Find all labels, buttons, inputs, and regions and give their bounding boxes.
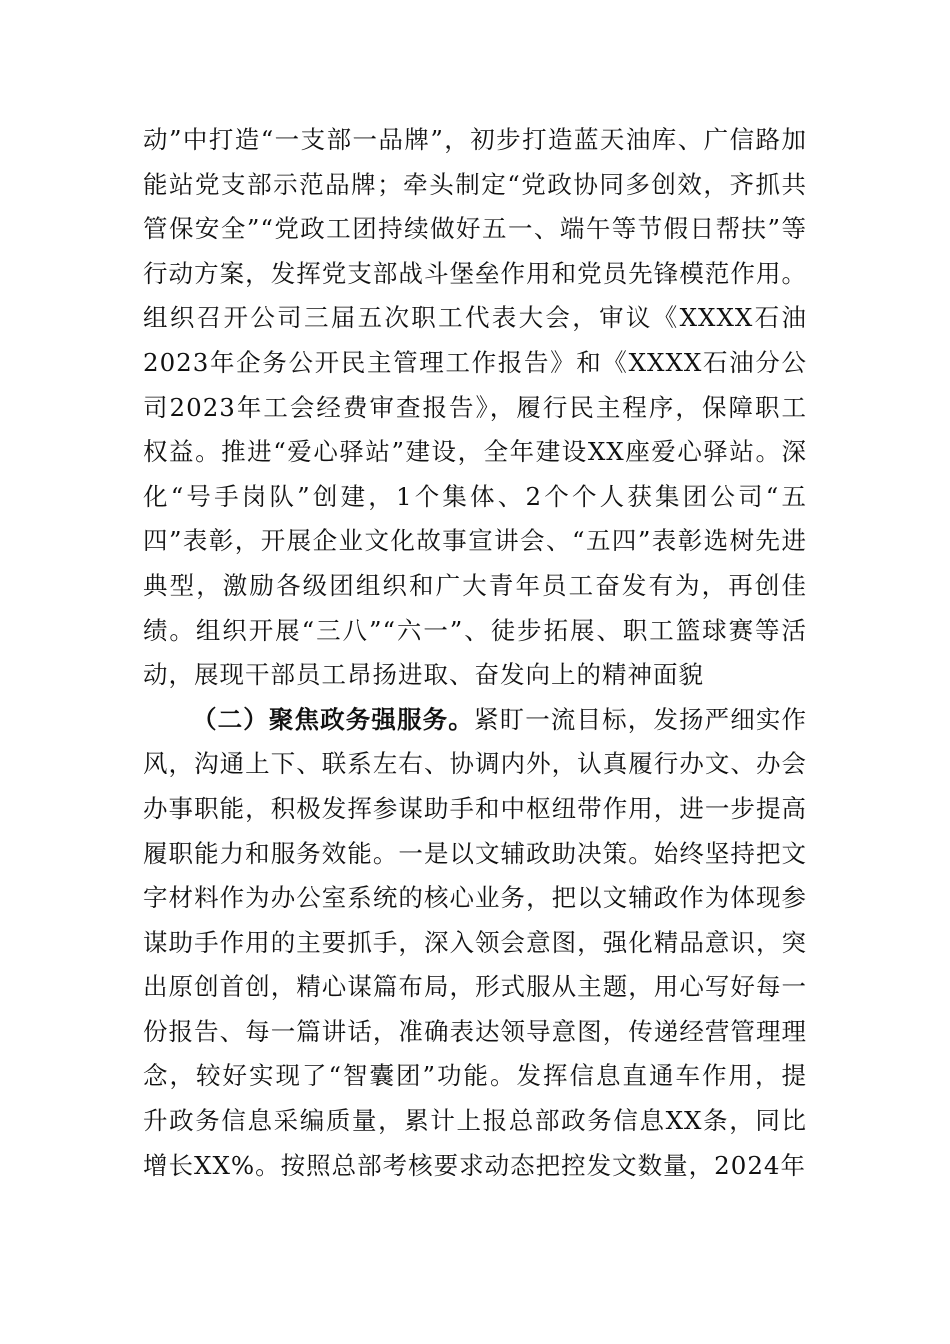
- paragraph-continuation: 动”中打造“一支部一品牌”，初步打造蓝天油库、广信路加能站党支部示范品牌；牵头制定“党政协同多创效，齐抓共管保安全”“党政工团持续做好五一、端午等节假日帮扶”等行动方案，发挥党支部战斗堡垒作用和党员先锋模范作用。组织召开公司三届五次职工代表大会，审议《XXXX石油2023年企务公开民主管理工作报告》和《XXXX石油分公司2023年工会经费审查报告》，履行民主程序，保障职工权益。推进“爱心驿站”建设，全年建设XX座爱心驿站。深化“号手岗队”创建，1个集体、2个个人获集团公司“五四”表彰，开展企业文化故事宣讲会、“五四”表彰选树先进典型，激励各级团组织和广大青年员工奋发有为，再创佳绩。组织开展“三八”“六一”、徒步拓展、职工篮球赛等活动，展现干部员工昂扬进取、奋发向上的精神面貌: [143, 125, 807, 690]
- paragraph-section-two: [143, 698, 807, 1189]
- section-heading: （二）聚焦政务强服务。: [192, 704, 474, 734]
- document-body: [143, 118, 807, 1188]
- section-body-text: 紧盯一流目标，发扬严细实作风，沟通上下、联系左右、协调内外，认真履行办文、办会办事职能，积极发挥参谋助手和中枢纽带作用，进一步提高履职能力和服务效能。一是以文辅政助决策。始终坚持把文字材料作为办公室系统的核心业务，把以文辅政作为体现参谋助手作用的主要抓手，深入领会意图，强化精品意识，突出原创首创，精心谋篇布局，形式服从主题，用心写好每一份报告、每一篇讲话，准确表达领导意图，传递经营管理理念，较好实现了“智囊团”功能。发挥信息直通车作用，提升政务信息采编质量，累计上报总部政务信息XX条，同比增长XX%。按照总部考核要求动态把控发文数量，2024年: [143, 704, 808, 1180]
